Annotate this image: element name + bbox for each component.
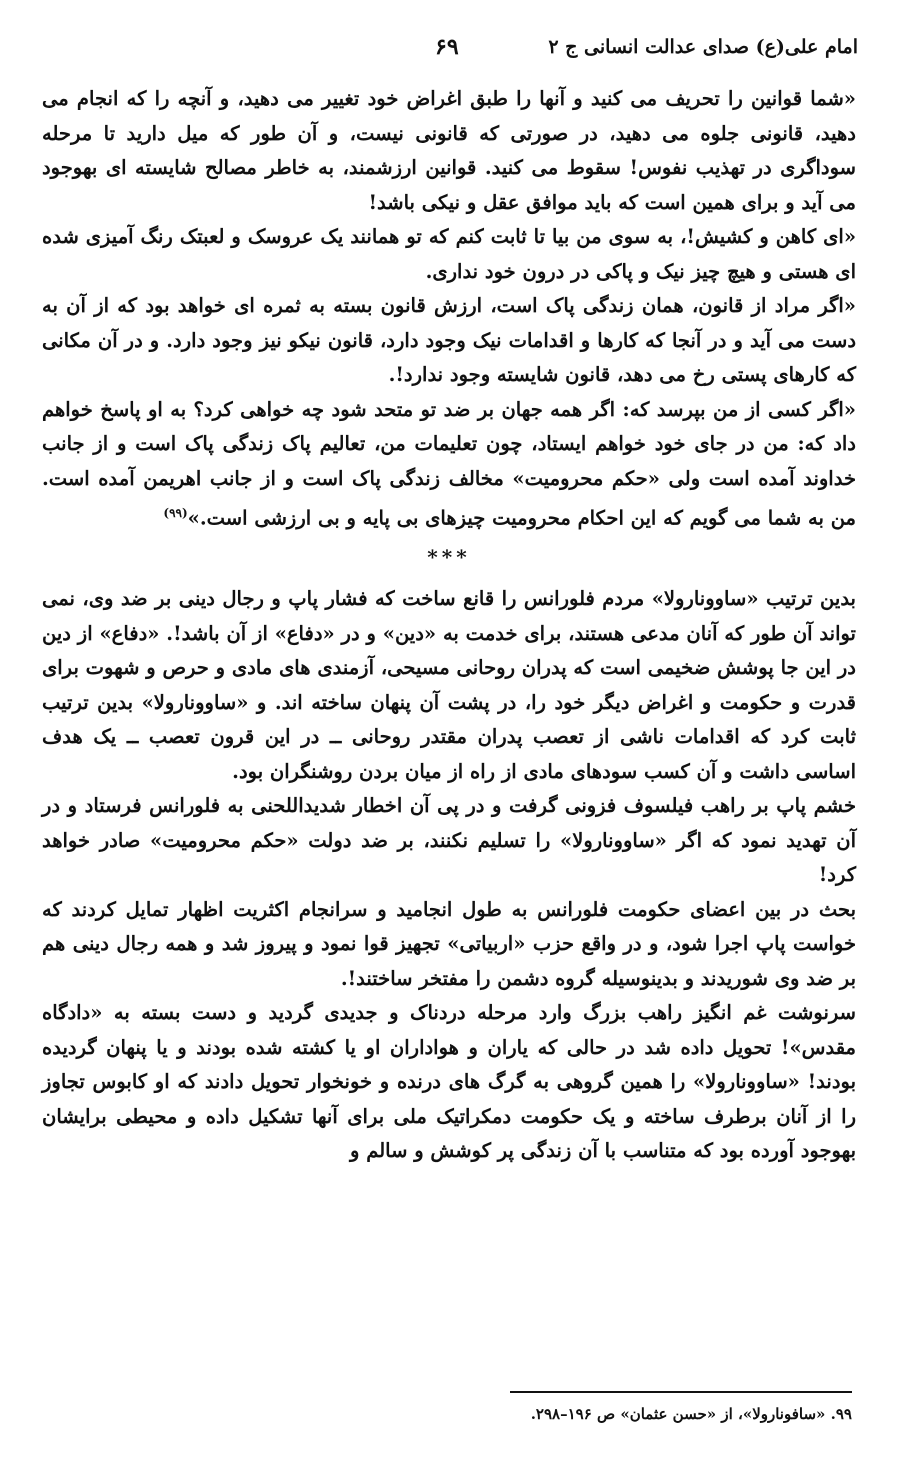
paragraph: بحث در بین اعضای حکومت فلورانس به طول انجامید و سرانجام اکثریت اظهار تمایل کردند که خواست پاپ اجرا شود، و در واقع حزب «اربیاتی» تجهیز قوا نمود و پیروز شد و همه رجال دینی هم بر ضد وی شوریدند و بدینوسیله گروه دشمن را مفتخر ساختند!. — [42, 897, 856, 990]
footnote: ۹۹. «سافونارولا»، از «حسن عثمان» ص ۱۹۶–۲۹۸. — [530, 1405, 852, 1423]
footnote-divider — [510, 1391, 852, 1393]
footnote-marker: (۹۹) — [163, 506, 188, 520]
page-header — [40, 28, 858, 68]
paragraph: «اگر مراد از قانون، همان زندگی پاک است، ارزش قانون بسته به ثمره ای خواهد بود که از آن به دست می آید و در آنجا که کارها و اقدامات نیک وجود دارد، قانون نیکو نیز وجود دارد. و در آن مکانی که کارهای پستی رخ می دهد، قانون شایسته وجود ندارد!. — [42, 294, 856, 386]
page-number: ۶۹ — [435, 34, 459, 60]
paragraph: «ای کاهن و کشیش!، به سوی من بیا تا ثابت کنم که تو همانند یک عروسک و لعبتک رنگ آمیزی شده ای هستی و هیچ چیز نیک و پاکی در درون خود نداری. — [42, 225, 856, 283]
paragraph: بدین ترتیب «ساوونارولا» مردم فلورانس را قانع ساخت که فشار پاپ و رجال دینی بر ضد وی، نمی تواند آن طور که آنان مدعی هستند، برای خدمت به «دین» و در «دفاع» از آن باشد!. «دفاع» از دین در این جا پوشش ضخیمی است که پدران روحانی مسیحی، آزمندی های مادی و حرص و شهوت برای قدرت و حکومت و اغراض دیگر خود را، در پشت آن پنهان ساخته اند. و «ساوونارولا» بدین ترتیب ثابت کرد که اقدامات ناشی از تعصب پدران مقتدر روحانی ــ در این قرون تعصب ــ یک هدف اساسی داشت و آن کسب سودهای مادی از راه از میان بردن روشنگران بود. — [42, 587, 856, 783]
paragraph — [42, 393, 856, 537]
section-separator: *** — [427, 545, 471, 569]
running-title: امام علی(ع) صدای عدالت انسانی ج ۲ — [548, 36, 858, 58]
main-text — [42, 82, 856, 1169]
paragraph: «شما قوانین را تحریف می کنید و آنها را طبق اغراض خود تغییر می دهید، و آنچه را که انجام می دهید، قانونی جلوه می دهید، در صورتی که قانونی نیست، و آن طور که میل دارید تا مرحله سوداگری در تهذیب نفوس! سقوط می کنید. قوانین ارزشمند، به خاطر مصالح شایسته ای بهوجود می آید و برای همین است که باید موافق عقل و نیکی باشد! — [42, 87, 856, 214]
paragraph: خشم پاپ بر راهب فیلسوف فزونی گرفت و در پی آن اخطار شدیداللحنی به فلورانس فرستاد و در آن تهدید نمود که اگر «ساوونارولا» را تسلیم نکنند، بر ضد دولت «حکم محرومیت» صادر خواهد کرد! — [42, 794, 856, 886]
paragraph-text: «اگر کسی از من بپرسد که: اگر همه جهان بر ضد تو متحد شود چه خواهی کرد؟ به او پاسخ خواهم داد که: من در جای خود خواهم ایستاد، چون تعلیمات من، تعالیم پاک زندگی پاک است و از جانب خداوند آمده است ولی «حکم محرومیت» مخالف زندگی پاک است و از جانب اهریمن آمده است. من به شما می گویم که این احکام محرومیت چیزهای بی پایه و بی ارزشی است.» — [42, 397, 856, 530]
paragraph: سرنوشت غم انگیز راهب بزرگ وارد مرحله دردناک و جدیدی گردید و دست بسته به «دادگاه مقدس»! تحویل داده شد در حالی که یاران و هواداران او یا کشته شده بودند و یا پنهان گردیده بودند! «ساوونارولا» را همین گروهی به گرگ های درنده و خونخوار تحویل دادند که او کابوس تجاوز را از آنان برطرف ساخته و یک حکومت دمکراتیک ملی برای آنها تشکیل داده و محیطی برایشان بهوجود آورده بود که متناسب با آن زندگی پر کوشش و سالم و — [42, 1001, 856, 1162]
